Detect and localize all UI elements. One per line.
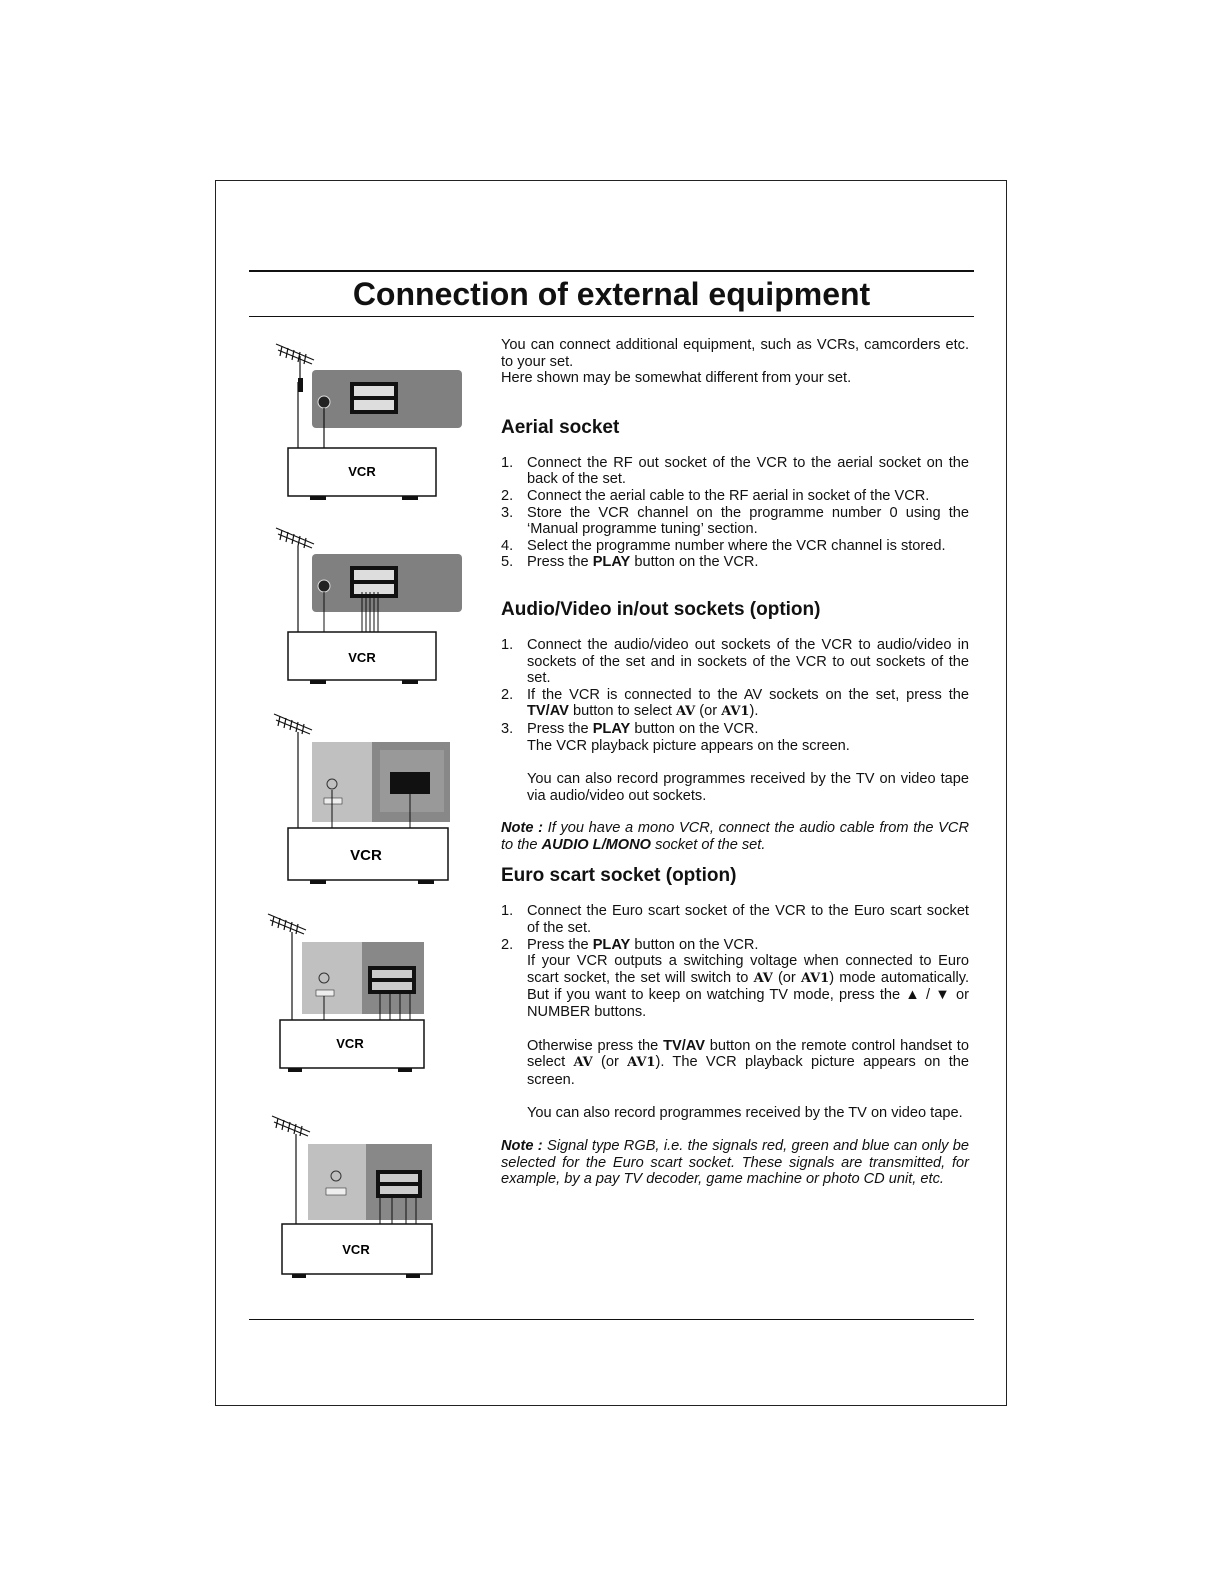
vcr-label: VCR [336,1036,364,1051]
intro-line2: Here shown may be somewhat different from your set. [501,370,852,387]
vcr-label: VCR [348,650,376,665]
av-step: 1. Connect the audio/video out sockets of the VCR to audio/video in sockets of the set and in sockets of the VCR to out sockets of the set. [501,636,969,687]
diagram-av-side-connection [262,912,472,1082]
page-title: Connection of external equipment [352,276,871,312]
intro-line1: You can connect additional equipment, such as VCRs, camcorders etc. to your set. [501,337,969,370]
tv-side-panel [312,742,374,822]
antenna-icon [272,1116,310,1228]
antenna-icon [276,528,314,636]
av-note: Note : If you have a mono VCR, connect the audio cable from the VCR to the AUDIO L/MONO socket of the set. [501,820,969,853]
aerial-step: 1. Connect the RF out socket of the VCR to the aerial socket on the back of the set. [501,454,969,488]
diagram-aerial-connection [260,342,470,512]
heading-aerial: Aerial socket [501,416,620,438]
antenna-icon [274,714,312,832]
section-av-sockets [501,599,969,854]
diagram-av-connection [260,526,470,696]
av-step: 2. If the VCR is connected to the AV sockets on the set, press the TV/AV button to select AV (or AV1). [501,686,969,720]
aerial-step: 2. Connect the aerial cable to the RF aerial in socket of the VCR. [501,487,930,504]
antenna-icon [268,914,306,1024]
aerial-steps [501,455,969,571]
aerial-step: 4. Select the programme number where the VCR channel is stored. [501,537,946,554]
scart-note: Note : Signal type RGB, i.e. the signals red, green and blue can only be selected for the Euro scart socket. These signals are transmitted, for example, by a pay TV decoder, game machine or photo CD unit, etc. [501,1138,969,1188]
antenna-icon [276,344,314,452]
diagram-scart-side-connection [266,1114,476,1290]
title-bottom-rule [249,316,974,317]
section-aerial [501,417,969,571]
vcr-label: VCR [348,464,376,479]
main-content [501,337,969,1200]
av-steps [501,637,969,804]
av-step: 3. Press the PLAY button on the VCR. The VCR playback picture appears on the screen. You can also record programmes received by the TV on video tape via audio/video out sockets. [501,720,969,804]
aerial-step: 5. Press the PLAY button on the VCR. [501,554,759,571]
scart-step: 1. Connect the Euro scart socket of the VCR to the Euro scart socket of the set. [501,903,969,937]
scart-steps [501,903,969,1122]
heading-euro-scart: Euro scart socket (option) [501,865,737,887]
vcr-label: VCR [342,1242,370,1257]
tv-side-panel [308,1144,368,1220]
scart-step: 2. Press the PLAY button on the VCR. If your VCR outputs a switching voltage when connected to Euro scart socket, the set will switch to AV (or AV1) mode automatically. But if you want to keep on watching TV mode, press the ▲ / ▼ or NUMBER buttons. Otherwise press the TV/AV button on the remote control handset to select AV (or AV1). The VCR playback picture appears on the screen. You can also record programmes received by the TV on video tape. [501,936,970,1122]
heading-av-sockets: Audio/Video in/out sockets (option) [501,598,821,620]
section-euro-scart [501,865,969,1187]
aerial-step: 3. Store the VCR channel on the programme number 0 using the ‘Manual programme tuning’ section. [501,504,969,538]
diagram-scart-connection [260,712,470,892]
tv-side-panel [302,942,364,1014]
vcr-label: VCR [350,847,382,864]
footer-rule [249,1319,974,1320]
